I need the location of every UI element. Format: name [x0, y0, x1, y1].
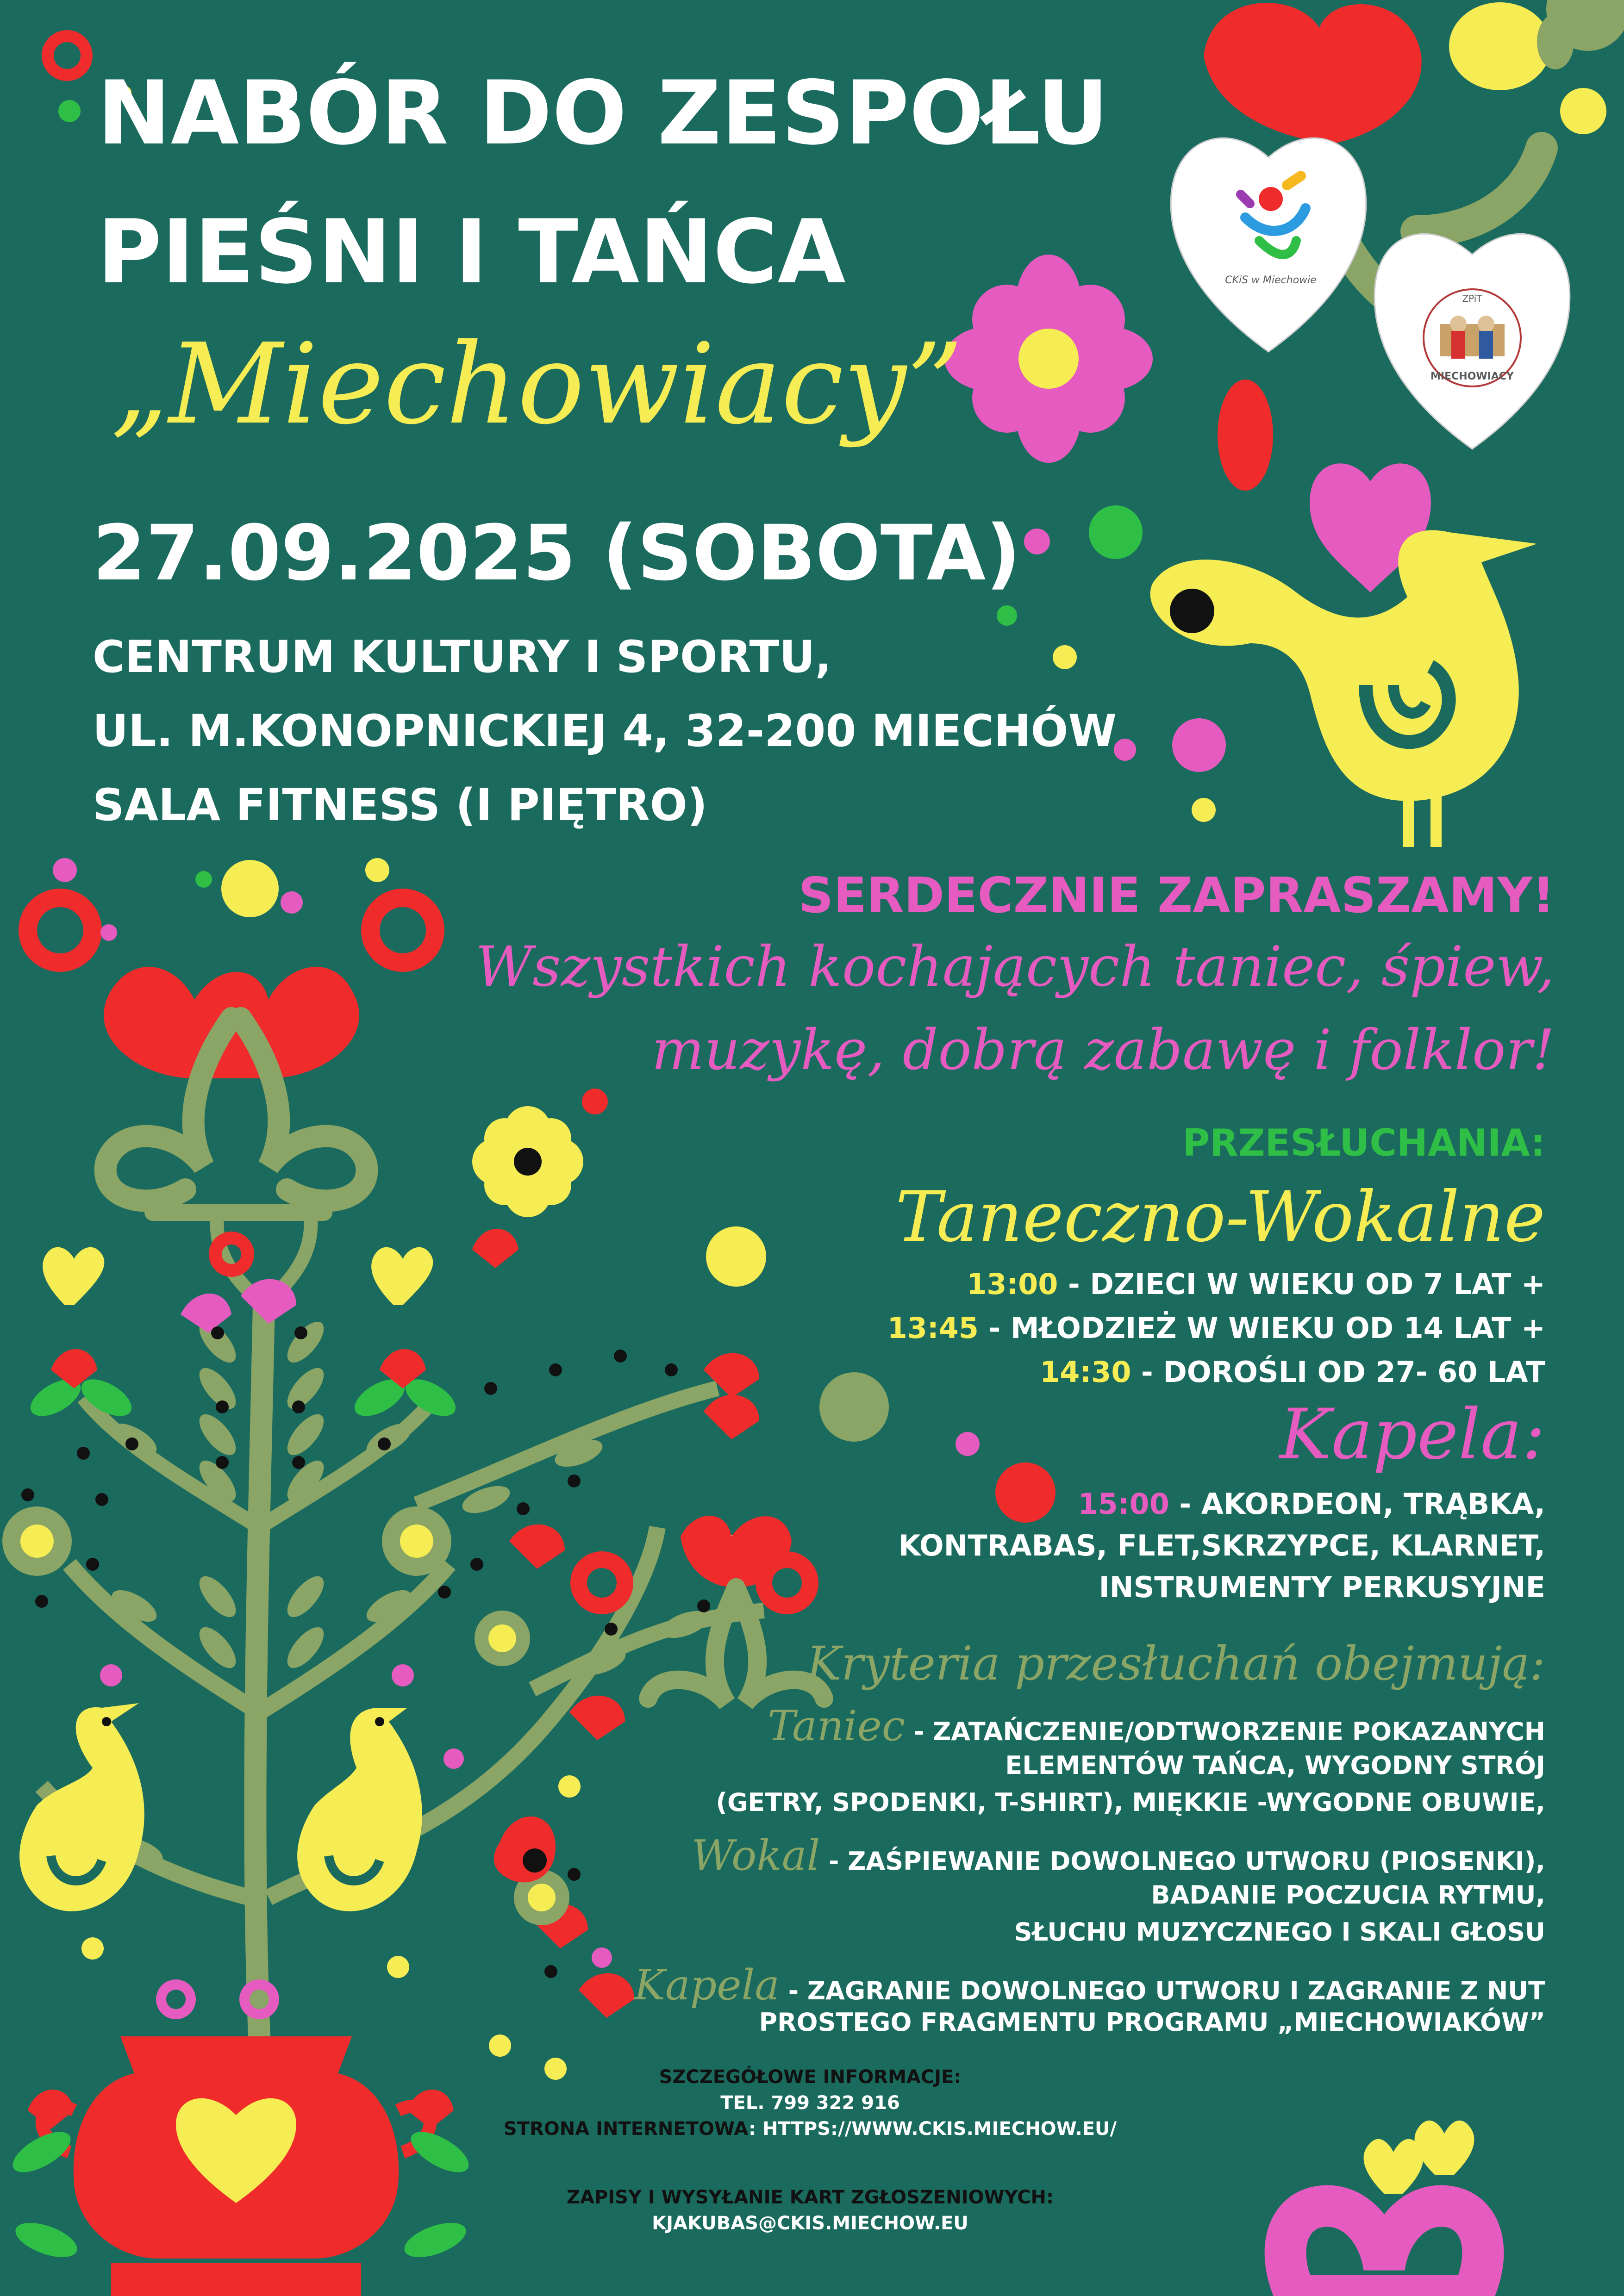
zpit-logo-heart: [1374, 234, 1570, 449]
invite-heading: SERDECZNIE ZAPRASZAMY!: [798, 867, 1555, 924]
criteria-dance-text: - ZATAŃCZENIE/ODTWORZENIE POKAZANYCH: [905, 1717, 1545, 1746]
criteria-band-line-2: PROSTEGO FRAGMENTU PROGRAMU „MIECHOWIAKÓW”: [759, 2008, 1545, 2037]
venue-line-2: UL. M.KONOPNICKIEJ 4, 32-200 MIECHÓW: [93, 706, 1117, 757]
criteria-band-label: Kapela: [634, 1961, 780, 2010]
slot-text: - DOROŚLI OD 27- 60 LAT: [1131, 1355, 1545, 1389]
invite-line-1: Wszystkich kochających taniec, śpiew,: [475, 935, 1555, 999]
slot-time: 14:30: [1040, 1355, 1131, 1389]
criteria-vocal-text: - ZAŚPIEWANIE DOWOLNEGO UTWORU (PIOSENKI),: [820, 1847, 1545, 1876]
criteria-dance-line-1: [768, 1702, 1545, 1750]
criteria-vocal-line-1: [691, 1831, 1545, 1880]
band-title: Kapela:: [1279, 1394, 1545, 1475]
ckis-logo-text: CKiS w Miechowie: [1225, 274, 1317, 286]
slot-text: - DZIECI W WIEKU OD 7 LAT +: [1058, 1267, 1545, 1301]
title-line-2: PIEŚNI I TAŃCA: [97, 201, 846, 303]
footer-info-heading: SZCZEGÓŁOWE INFORMACJE:: [659, 2066, 962, 2088]
tree-yellow-bird-right: [297, 1708, 422, 1911]
auditions-heading: PRZESŁUCHANIA:: [1182, 1121, 1545, 1164]
footer-info: [463, 2064, 1157, 2142]
tree-yellow-bird-left: [19, 1703, 144, 1911]
invite-line-2: muzykę, dobrą zabawę i folklor!: [651, 1018, 1555, 1083]
footer-signup: [463, 2184, 1157, 2236]
yellow-flower-icon: [472, 1106, 583, 1217]
footer-website-label: STRONA INTERNETOWA: [503, 2118, 749, 2140]
left-flower-group: [28, 858, 435, 1213]
footer-signup-heading: ZAPISY I WYSYŁANIE KART ZGŁOSZENIOWYCH:: [566, 2187, 1054, 2208]
footer-website-link[interactable]: : HTTPS://WWW.CKIS.MIECHOW.EU/: [749, 2118, 1117, 2140]
bottom-pink-heart: [1286, 2121, 1483, 2296]
slot-children: [967, 1266, 1545, 1303]
venue-line-1: CENTRUM KULTURY I SPORTU,: [93, 632, 832, 683]
criteria-dance-label: Taniec: [768, 1702, 906, 1750]
ckis-logo-heart: [1171, 138, 1366, 352]
footer-phone: TEL. 799 322 916: [720, 2092, 900, 2114]
auditions-subtitle: Taneczno-Wokalne: [895, 1177, 1545, 1257]
venue-line-3: SALA FITNESS (I PIĘTRO): [93, 780, 708, 831]
red-vase-icon: [42, 2036, 430, 2296]
ensemble-name: „Miechowiacy”: [111, 319, 963, 449]
slot-text: - MŁODZIEŻ W WIEKU OD 14 LAT +: [978, 1311, 1545, 1345]
zpit-logo-top-text: ZPiT: [1462, 293, 1482, 304]
band-line-1: [1078, 1486, 1545, 1523]
band-time: 15:00: [1078, 1487, 1169, 1521]
title-line-1: NABÓR DO ZESPOŁU: [97, 62, 1109, 164]
band-line-3: INSTRUMENTY PERKUSYJNE: [1099, 1570, 1545, 1604]
band-text: - AKORDEON, TRĄBKA,: [1169, 1487, 1545, 1521]
criteria-vocal-line-3: SŁUCHU MUZYCZNEGO I SKALI GŁOSU: [1014, 1917, 1545, 1947]
pink-flower-icon: [944, 255, 1153, 463]
criteria-band-text: - ZAGRANIE DOWOLNEGO UTWORU I ZAGRANIE Z NUT: [779, 1976, 1545, 2005]
slot-time: 13:45: [887, 1311, 979, 1345]
criteria-heading: Kryteria przesłuchań obejmują:: [806, 1636, 1545, 1691]
footer-website: [463, 2116, 1157, 2142]
slot-time: 13:00: [967, 1267, 1058, 1301]
criteria-vocal-label: Wokal: [691, 1831, 820, 1880]
zpit-logo-bottom-text: MIECHOWIACY: [1430, 371, 1514, 382]
slot-adults: [1040, 1354, 1545, 1391]
footer-email-link[interactable]: KJAKUBAS@CKIS.MIECHOW.EU: [652, 2213, 968, 2234]
slot-youth: [887, 1310, 1545, 1347]
criteria-vocal-line-2: BADANIE POCZUCIA RYTMU,: [1151, 1880, 1545, 1910]
band-line-2: KONTRABAS, FLET,SKRZYPCE, KLARNET,: [898, 1529, 1545, 1562]
criteria-dance-line-3: (GETRY, SPODENKI, T-SHIRT), MIĘKKIE -WYGODNE OBUWIE,: [716, 1788, 1545, 1817]
criteria-band-line-1: [634, 1961, 1545, 2010]
event-date: 27.09.2025 (SOBOTA): [93, 509, 1021, 597]
criteria-dance-line-2: ELEMENTÓW TAŃCA, WYGODNY STRÓJ: [1005, 1751, 1545, 1780]
